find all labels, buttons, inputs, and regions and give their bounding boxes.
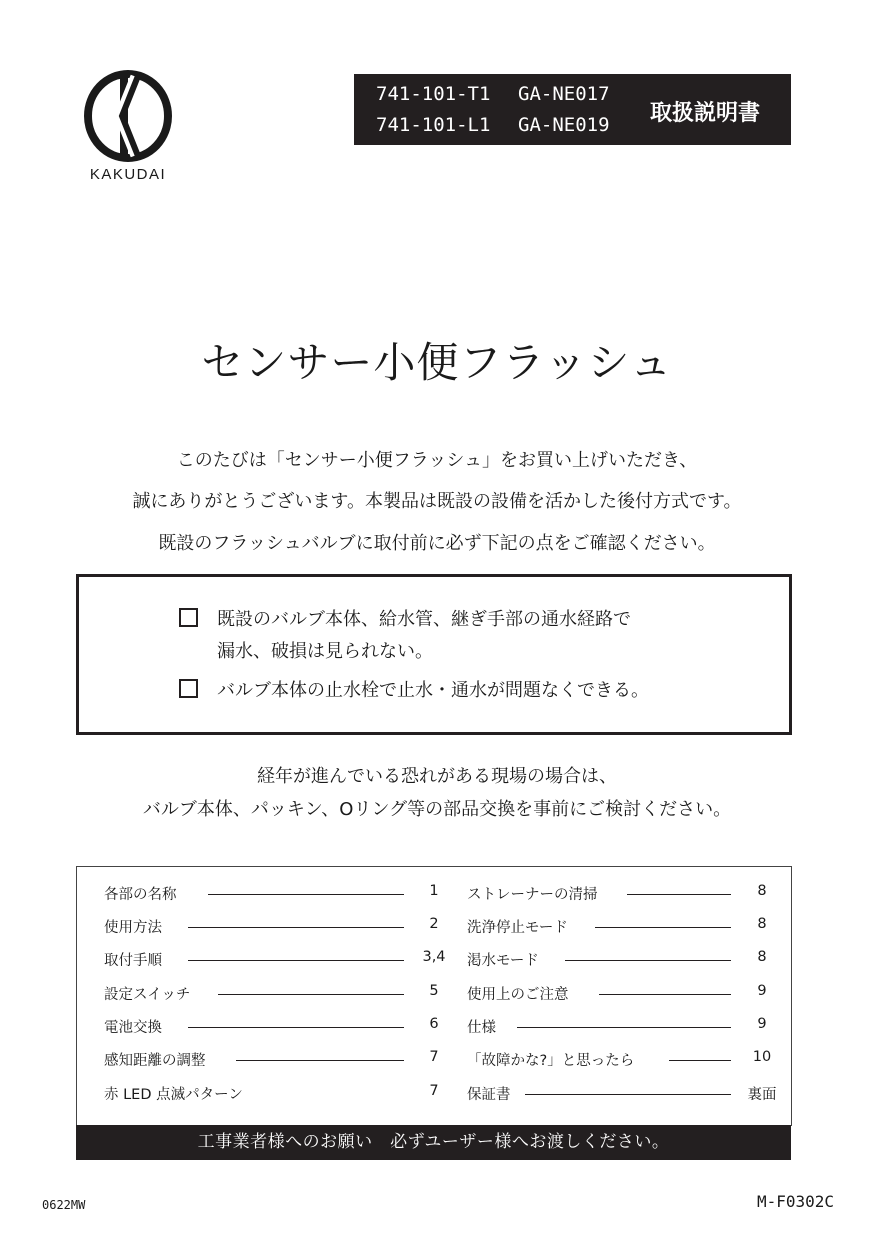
toc-leader: [669, 1060, 731, 1061]
toc-label: 保証書: [467, 1087, 511, 1103]
toc-label: 電池交換: [104, 1020, 162, 1036]
toc-leader: [188, 1027, 404, 1028]
toc-leader: [188, 927, 404, 928]
check-text: 既設のバルブ本体、給水管、継ぎ手部の通水経路で: [217, 609, 631, 630]
checklist-item: [179, 675, 649, 707]
toc-page: 裏面: [747, 1087, 777, 1103]
print-code: 0622MW: [42, 1198, 86, 1212]
toc-label: 各部の名称: [104, 887, 177, 903]
toc-entry[interactable]: [467, 949, 787, 971]
toc-label: 赤 LED 点滅パターン: [104, 1087, 243, 1103]
toc-label: 仕様: [467, 1020, 496, 1036]
model-header: [354, 74, 791, 145]
toc-entry[interactable]: [104, 983, 439, 1005]
note-line-1: 経年が進んでいる恐れがある現場の場合は、: [257, 766, 617, 787]
toc-leader: [218, 994, 404, 995]
toc-entry[interactable]: [104, 916, 439, 938]
toc-label: 使用上のご注意: [467, 987, 569, 1003]
toc-label: 感知距離の調整: [104, 1053, 206, 1069]
toc-entry[interactable]: [467, 916, 787, 938]
toc-entry[interactable]: [467, 983, 787, 1005]
toc-label: 使用方法: [104, 920, 162, 936]
contractor-notice-banner: 工事業者様へのお願い 必ずユーザー様へお渡しください。: [76, 1125, 791, 1160]
model-row-2: [376, 114, 610, 136]
toc-page: 9: [757, 983, 767, 999]
checklist-box: [76, 574, 792, 735]
toc-entry[interactable]: [467, 1083, 787, 1105]
toc-page: 7: [429, 1083, 439, 1099]
toc-page: 3,4: [422, 949, 446, 965]
toc-label: 洗浄停止モード: [467, 920, 568, 936]
checkbox-icon: [179, 679, 198, 698]
toc-leader: [525, 1094, 731, 1095]
toc-leader: [565, 960, 731, 961]
model-row-1: [376, 83, 610, 105]
intro-line-3: 既設のフラッシュバルブに取付前に必ず下記の点をご確認ください。: [158, 533, 716, 554]
note-line-2: バルブ本体、パッキン、Oリング等の部品交換を事前にご検討ください。: [142, 799, 732, 820]
toc-page: 9: [757, 1016, 767, 1032]
part-number: 741-101-T1: [376, 83, 491, 105]
toc-page: 6: [429, 1016, 439, 1032]
check-text: 漏水、破損は見られない。: [217, 641, 433, 662]
toc-page: 10: [752, 1049, 772, 1065]
toc-leader: [188, 960, 404, 961]
model-code: GA-NE017: [518, 83, 610, 105]
toc-entry[interactable]: [104, 883, 439, 905]
part-number: 741-101-L1: [376, 114, 491, 136]
toc-leader: [627, 894, 731, 895]
product-title: センサー小便フラッシュ: [201, 338, 673, 387]
toc-label: 設定スイッチ: [104, 987, 191, 1003]
toc-entry[interactable]: [104, 949, 446, 971]
intro-line-2: 誠にありがとうございます。本製品は既設の設備を活かした後付方式です。: [132, 491, 742, 512]
toc-entry[interactable]: [467, 883, 787, 905]
doc-type: 取扱説明書: [650, 101, 761, 126]
document-code: M-F0302C: [756, 1192, 834, 1211]
toc-leader: [208, 894, 404, 895]
toc-leader: [517, 1027, 731, 1028]
toc-label: 渇水モード: [467, 953, 539, 969]
toc-page: 7: [429, 1049, 439, 1065]
toc-entry[interactable]: [104, 1083, 439, 1105]
toc-entry[interactable]: [467, 1049, 787, 1071]
check-text: バルブ本体の止水栓で止水・通水が問題なくできる。: [217, 680, 649, 701]
toc-page: 5: [429, 983, 439, 999]
toc-label: 取付手順: [104, 953, 162, 969]
toc-entry[interactable]: [104, 1049, 439, 1071]
toc-page: 1: [429, 883, 439, 899]
brand-logo: [72, 70, 184, 190]
toc-label: 「故障かな?」と思ったら: [467, 1053, 635, 1069]
brand-name: KAKUDAI: [89, 166, 167, 183]
toc-leader: [599, 994, 731, 995]
toc-page: 8: [757, 916, 767, 932]
kakudai-logo-icon: [84, 70, 172, 162]
toc-page: 2: [429, 916, 439, 932]
toc-entry[interactable]: [104, 1016, 439, 1038]
toc-leader: [236, 1060, 404, 1061]
toc-page: 8: [757, 883, 767, 899]
table-of-contents: [76, 866, 792, 1126]
intro-line-1: このたびは「センサー小便フラッシュ」をお買い上げいただき、: [176, 450, 698, 471]
toc-leader: [595, 927, 731, 928]
toc-label: ストレーナーの清掃: [467, 887, 598, 903]
model-code: GA-NE019: [518, 114, 610, 136]
toc-entry[interactable]: [467, 1016, 787, 1038]
toc-page: 8: [757, 949, 767, 965]
checkbox-icon: [179, 608, 198, 627]
checklist-item: [179, 604, 631, 668]
